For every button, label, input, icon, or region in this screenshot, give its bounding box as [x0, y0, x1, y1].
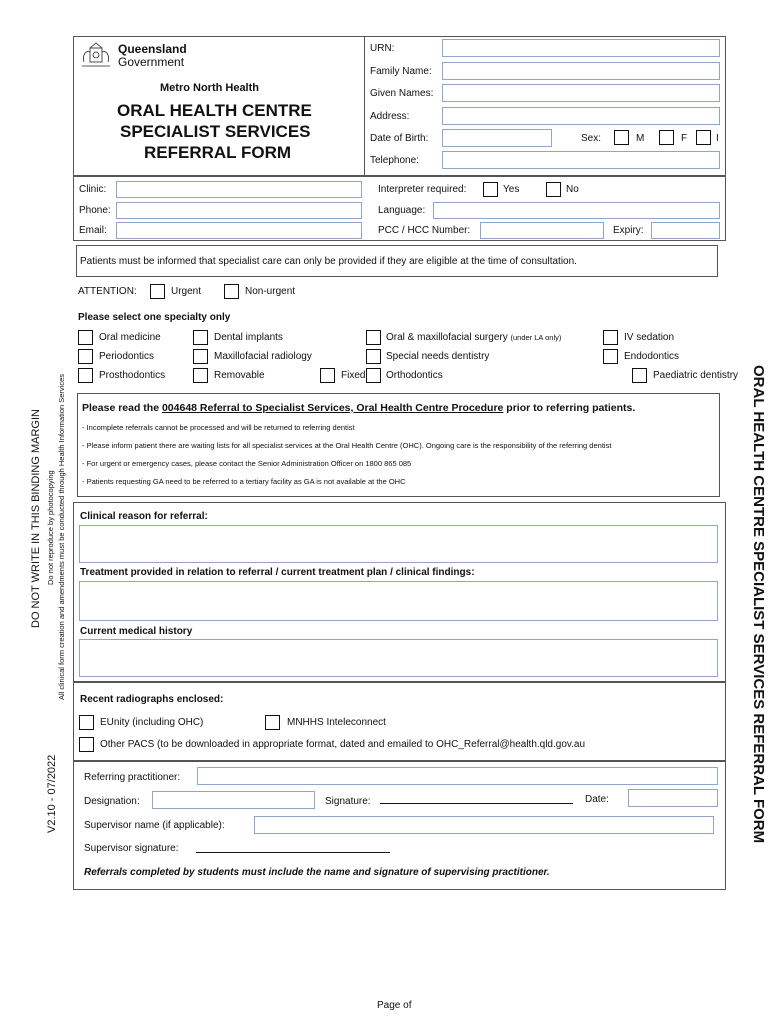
- form-title-line3: REFERRAL FORM: [144, 143, 292, 162]
- periodontics-label: Periodontics: [99, 351, 155, 362]
- attention-label: ATTENTION:: [78, 286, 137, 297]
- dental-implants-label: Dental implants: [214, 332, 283, 343]
- removable-checkbox[interactable]: [193, 368, 208, 383]
- date-input[interactable]: [628, 789, 718, 807]
- paediatric-checkbox[interactable]: [632, 368, 647, 383]
- form-title-line2: SPECIALIST SERVICES: [120, 122, 311, 141]
- medical-history-input[interactable]: [79, 639, 718, 677]
- signature-line[interactable]: [380, 803, 573, 804]
- address-label: Address:: [370, 111, 410, 122]
- address-input[interactable]: [442, 107, 720, 125]
- designation-label: Designation:: [84, 796, 140, 807]
- gov-name: Queensland: [118, 42, 187, 56]
- oral-medicine-checkbox[interactable]: [78, 330, 93, 345]
- language-input[interactable]: [433, 202, 720, 219]
- iv-sedation-checkbox[interactable]: [603, 330, 618, 345]
- eunity-label: EUnity (including OHC): [100, 717, 204, 728]
- page-footer: Page of: [377, 1000, 412, 1011]
- radiographs-heading: Recent radiographs enclosed:: [80, 694, 224, 705]
- students-note: Referrals completed by students must include the name and signature of supervising practitioner.: [84, 867, 550, 878]
- procedure-bullet-3: - For urgent or emergency cases, please contact the Senior Administration Officer on 1800 865 085: [82, 459, 412, 468]
- binding-margin-text: DO NOT WRITE IN THIS BINDING MARGIN: [30, 409, 42, 628]
- referring-practitioner-label: Referring practitioner:: [84, 772, 181, 783]
- clinic-label: Clinic:: [79, 184, 107, 195]
- iv-sedation-label: IV sedation: [624, 332, 675, 343]
- max-radiology-label: Maxillofacial radiology: [214, 351, 312, 362]
- dob-input[interactable]: [442, 129, 552, 147]
- supervisor-signature-line[interactable]: [196, 852, 390, 853]
- clinical-form-note: All clinical form creation and amendments must be conducted through Health Information Services: [57, 374, 66, 700]
- clinical-reason-label: Clinical reason for referral:: [80, 511, 208, 522]
- clinical-reason-input[interactable]: [79, 525, 718, 563]
- procedure-bullet-4: - Patients requesting GA need to be referred to a tertiary facility as GA is not available at the OHC: [82, 477, 406, 486]
- fixed-checkbox[interactable]: [320, 368, 335, 383]
- medical-history-label: Current medical history: [80, 626, 193, 637]
- urn-input[interactable]: [442, 39, 720, 57]
- clinic-input[interactable]: [116, 181, 362, 198]
- other-pacs-label: Other PACS (to be downloaded in appropriate format, dated and emailed to OHC_Referral@health.qld.gov.au: [100, 739, 586, 750]
- periodontics-checkbox[interactable]: [78, 349, 93, 364]
- email-label: Email:: [79, 225, 107, 236]
- special-needs-label: Special needs dentistry: [386, 351, 490, 362]
- supervisor-name-input[interactable]: [254, 816, 714, 834]
- orthodontics-label: Orthodontics: [386, 370, 443, 381]
- special-needs-checkbox[interactable]: [366, 349, 381, 364]
- procedure-bullet-1: - Incomplete referrals cannot be processed and will be returned to referring dentist: [82, 423, 355, 432]
- expiry-label: Expiry:: [613, 225, 644, 236]
- sex-label: Sex:: [581, 133, 602, 144]
- family-name-input[interactable]: [442, 62, 720, 80]
- sex-i-label: I: [716, 133, 719, 144]
- pcc-label: PCC / HCC Number:: [378, 225, 471, 236]
- sex-f-checkbox[interactable]: [659, 130, 674, 145]
- pcc-input[interactable]: [480, 222, 604, 239]
- nonurgent-checkbox[interactable]: [224, 284, 239, 299]
- supervisor-signature-label: Supervisor signature:: [84, 843, 179, 854]
- urgent-label: Urgent: [171, 286, 202, 297]
- prosthodontics-checkbox[interactable]: [78, 368, 93, 383]
- oral-max-label: Oral & maxillofacial surgery (under LA only): [386, 332, 562, 343]
- queensland-crest-icon: [78, 40, 114, 70]
- procedure-link[interactable]: 004648 Referral to Specialist Services, Oral Health Centre Procedure: [161, 402, 504, 414]
- urn-label: URN:: [370, 43, 395, 54]
- nonurgent-label: Non-urgent: [245, 286, 296, 297]
- mnhhs-label: MNHHS Inteleconnect: [287, 717, 386, 728]
- language-label: Language:: [378, 205, 426, 216]
- supervisor-name-label: Supervisor name (if applicable):: [84, 820, 225, 831]
- email-input[interactable]: [116, 222, 362, 239]
- removable-label: Removable: [214, 370, 265, 381]
- sex-m-checkbox[interactable]: [614, 130, 629, 145]
- interpreter-label: Interpreter required:: [378, 184, 467, 195]
- signature-label: Signature:: [325, 796, 371, 807]
- referring-practitioner-input[interactable]: [197, 767, 718, 785]
- org-name: Metro North Health: [160, 82, 259, 94]
- expiry-input[interactable]: [651, 222, 720, 239]
- orthodontics-checkbox[interactable]: [366, 368, 381, 383]
- dob-label: Date of Birth:: [370, 133, 429, 144]
- fixed-label: Fixed: [341, 370, 366, 381]
- version-label: V2.10 - 07/2022: [46, 754, 58, 833]
- interpreter-no-label: No: [566, 184, 579, 195]
- treatment-input[interactable]: [79, 581, 718, 621]
- interpreter-yes-checkbox[interactable]: [483, 182, 498, 197]
- gov-sub: Government: [118, 55, 185, 69]
- interpreter-no-checkbox[interactable]: [546, 182, 561, 197]
- designation-input[interactable]: [152, 791, 315, 809]
- endodontics-checkbox[interactable]: [603, 349, 618, 364]
- treatment-label: Treatment provided in relation to referral / current treatment plan / clinical findings:: [80, 567, 475, 578]
- eligibility-notice: Patients must be informed that specialist care can only be provided if they are eligible at the time of consultation.: [80, 256, 577, 267]
- sex-m-label: M: [636, 133, 645, 144]
- given-names-input[interactable]: [442, 84, 720, 102]
- procedure-bullet-2: - Please inform patient there are waiting lists for all specialist services at the Oral Health Centre (OHC). Ongoing care is the responsibility of the referring dentist: [82, 441, 612, 450]
- family-name-label: Family Name:: [370, 66, 432, 77]
- oral-max-checkbox[interactable]: [366, 330, 381, 345]
- telephone-label: Telephone:: [370, 155, 419, 166]
- no-photocopy-text: Do not reproduce by photocopying: [46, 470, 55, 585]
- dental-implants-checkbox[interactable]: [193, 330, 208, 345]
- interpreter-yes-label: Yes: [503, 184, 520, 195]
- prosthodontics-label: Prosthodontics: [99, 370, 166, 381]
- date-label: Date:: [585, 794, 609, 805]
- phone-input[interactable]: [116, 202, 362, 219]
- form-title-line1: ORAL HEALTH CENTRE: [117, 101, 312, 120]
- side-form-title: ORAL HEALTH CENTRE SPECIALIST SERVICES REFERRAL FORM: [750, 365, 767, 844]
- paediatric-label: Paediatric dentistry: [653, 370, 739, 381]
- oral-medicine-label: Oral medicine: [99, 332, 161, 343]
- mnhhs-checkbox[interactable]: [265, 715, 280, 730]
- max-radiology-checkbox[interactable]: [193, 349, 208, 364]
- phone-label: Phone:: [79, 205, 111, 216]
- other-pacs-checkbox[interactable]: [79, 737, 94, 752]
- sex-i-checkbox[interactable]: [696, 130, 711, 145]
- telephone-input[interactable]: [442, 151, 720, 169]
- given-names-label: Given Names:: [370, 88, 434, 99]
- endodontics-label: Endodontics: [624, 351, 680, 362]
- procedure-heading: Please read the 004648 Referral to Specialist Services, Oral Health Centre Procedure prior to referring patients.: [82, 402, 636, 414]
- urgent-checkbox[interactable]: [150, 284, 165, 299]
- sex-f-label: F: [681, 133, 688, 144]
- specialty-heading: Please select one specialty only: [78, 312, 231, 323]
- eunity-checkbox[interactable]: [79, 715, 94, 730]
